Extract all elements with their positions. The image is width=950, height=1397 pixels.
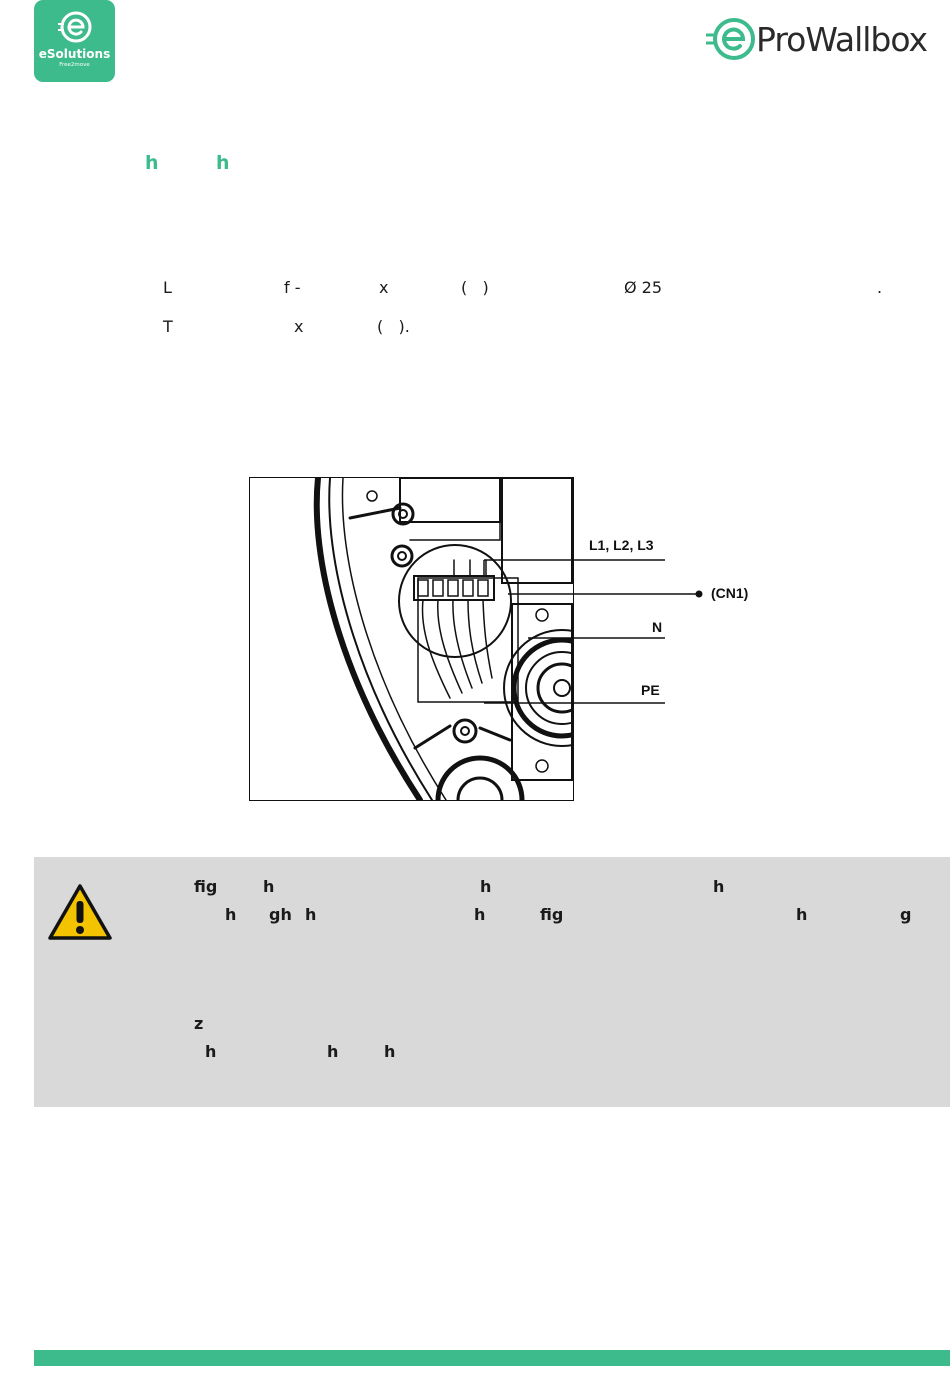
body-line1-word: . <box>877 278 883 297</box>
warning-row2-word: fig <box>540 905 564 924</box>
warning-row2-word: h <box>474 905 486 924</box>
warning-row2-word: h <box>796 905 808 924</box>
warning-row4-word: h <box>205 1042 217 1061</box>
body-line1-word: L <box>163 278 172 297</box>
prowallbox-logo <box>704 14 950 64</box>
terminal-wiring-drawing <box>250 478 573 800</box>
warning-row2-word: g <box>900 905 912 924</box>
esolutions-logo-sub: Free2move <box>59 62 90 68</box>
label-cn1: (CN1) <box>711 585 749 601</box>
warning-row1-word: h <box>480 877 492 896</box>
body-line1-word: x <box>379 278 389 297</box>
warning-row1-word: h <box>263 877 275 896</box>
warning-row4-word: h <box>327 1042 339 1061</box>
footer-accent-bar <box>34 1350 950 1366</box>
esolutions-logo <box>34 0 115 82</box>
body-line2-word: T <box>163 317 173 336</box>
esolutions-plug-icon <box>58 10 92 44</box>
warning-row1-word: fig <box>194 877 218 896</box>
section-heading-part-1: h <box>145 152 159 174</box>
warning-box <box>34 857 950 1107</box>
label-l1-l2-l3: L1, L2, L3 <box>589 537 654 553</box>
warning-row3-word: z <box>194 1014 204 1033</box>
label-n: N <box>652 619 663 635</box>
body-line1-word: ( ) <box>461 278 489 297</box>
prowallbox-logo-text: ProWallbox <box>756 20 928 59</box>
label-pe: PE <box>641 682 660 698</box>
prowallbox-e-icon <box>704 14 756 64</box>
warning-row1-word: h <box>713 877 725 896</box>
warning-triangle-icon <box>48 883 112 941</box>
esolutions-logo-name: eSolutions <box>38 47 111 61</box>
warning-row2-word: gh <box>269 905 292 924</box>
body-line2-word: ( ). <box>377 317 410 336</box>
body-line1-word: Ø 25 <box>624 278 663 297</box>
cn1-dot <box>696 591 703 598</box>
section-heading-part-2: h <box>216 152 230 174</box>
body-line1-word: f - <box>284 278 301 297</box>
warning-row4-word: h <box>384 1042 396 1061</box>
warning-row2-word: h <box>225 905 237 924</box>
terminal-wiring-figure <box>249 477 574 801</box>
body-line2-word: x <box>294 317 304 336</box>
warning-row2-word: h <box>305 905 317 924</box>
